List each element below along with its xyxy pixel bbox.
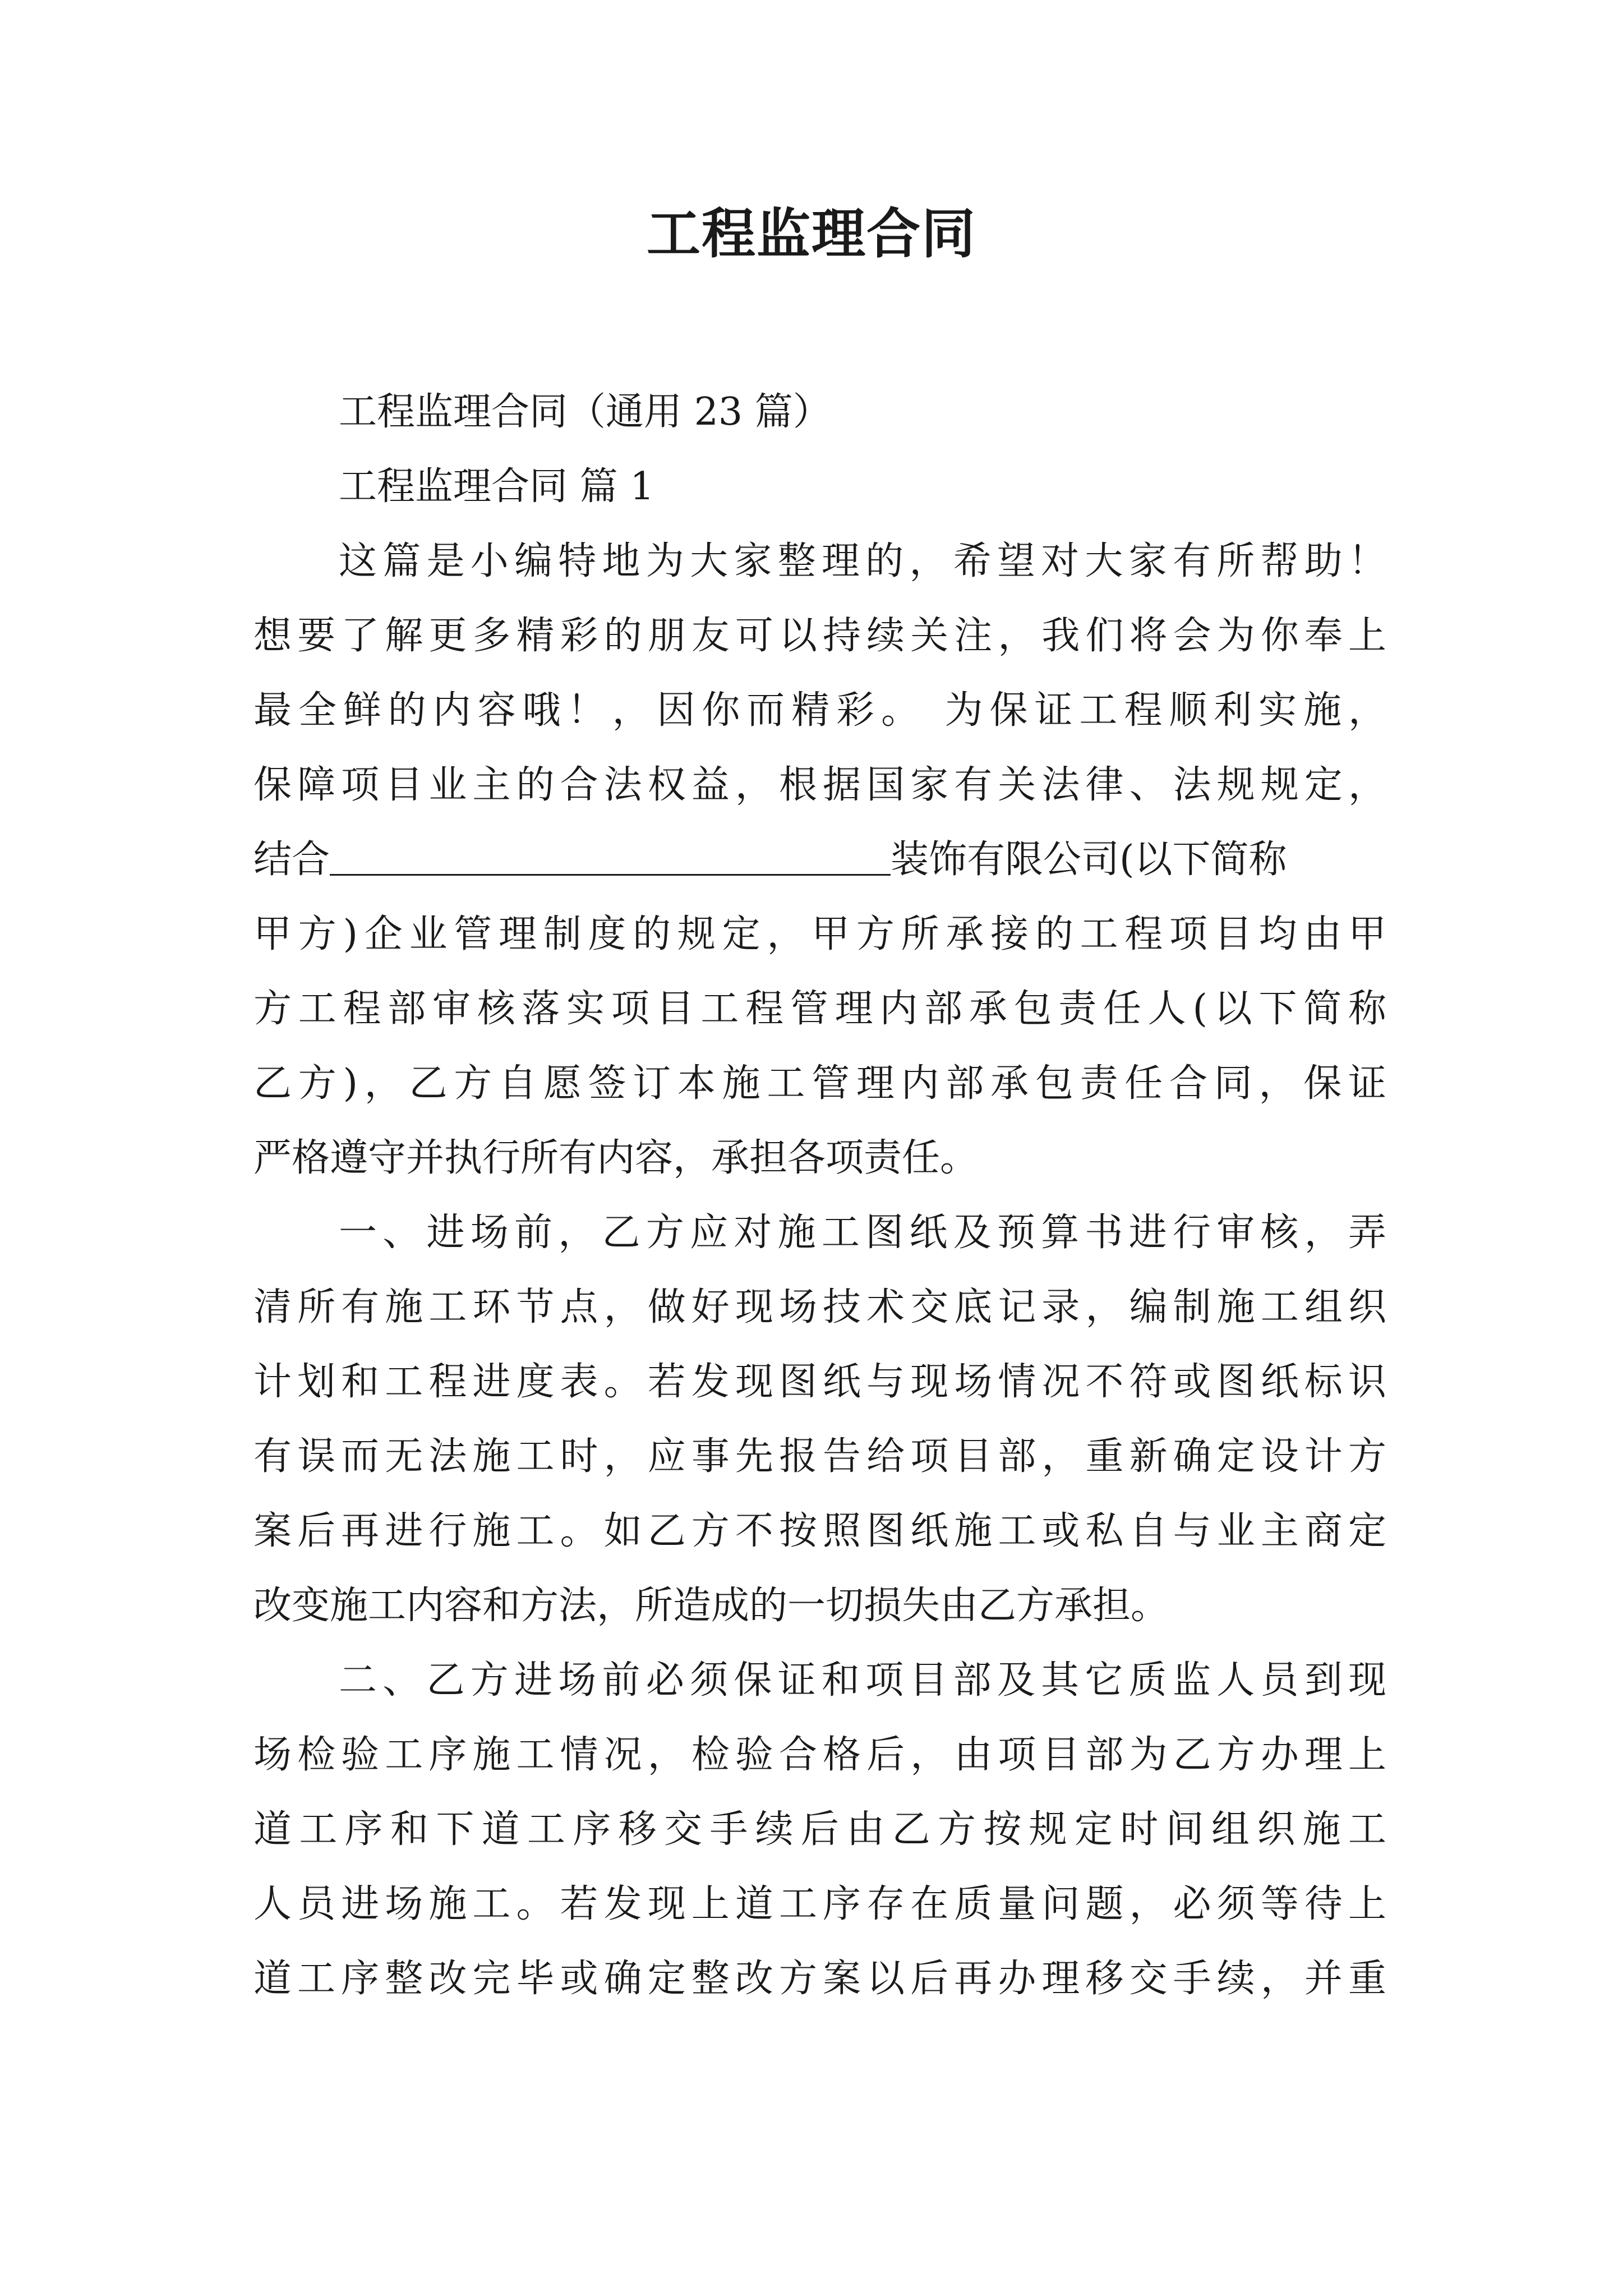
document-title: 工程监理合同 bbox=[647, 202, 976, 265]
document-body bbox=[253, 375, 1386, 2016]
paragraph-line: 方工程部审核落实项目工程管理内部承包责任人(以下简称 bbox=[253, 987, 1386, 1031]
clause-one-line: 有误而无法施工时，应事先报告给项目部，重新确定设计方 bbox=[253, 1434, 1386, 1479]
paragraph-line: 严格遵守并执行所有内容，承担各项责任。 bbox=[253, 1136, 979, 1180]
clause-two-line: 道工序和下道工序移交手续后由乙方按规定时间组织施工 bbox=[253, 1807, 1386, 1852]
fill-in-line bbox=[253, 822, 1386, 897]
clause-two-line: 场检验工序施工情况，检验合格后，由项目部为乙方办理上 bbox=[253, 1733, 1386, 1777]
fill-in-blank bbox=[330, 834, 891, 876]
paragraph-line: 甲方)企业管理制度的规定，甲方所承接的工程项目均由甲 bbox=[253, 912, 1386, 956]
paragraph-line: 想要了解更多精彩的朋友可以持续关注，我们将会为你奉上 bbox=[253, 614, 1386, 658]
document-subtitle: 工程监理合同（通用 23 篇） bbox=[339, 390, 831, 434]
paragraph-line: 最全鲜的内容哦！，因你而精彩。 为保证工程顺利实施， bbox=[253, 688, 1386, 733]
clause-one-line: 一、进场前，乙方应对施工图纸及预算书进行审核，弄 bbox=[339, 1211, 1386, 1255]
clause-one-line: 计划和工程进度表。若发现图纸与现场情况不符或图纸标识 bbox=[253, 1360, 1386, 1404]
paragraph-line: 这篇是小编特地为大家整理的，希望对大家有所帮助！ bbox=[339, 539, 1386, 583]
clause-one-line: 清所有施工环节点，做好现场技术交底记录，编制施工组织 bbox=[253, 1285, 1386, 1329]
clause-two-line: 二、乙方进场前必须保证和项目部及其它质监人员到现 bbox=[339, 1658, 1386, 1703]
section-heading: 工程监理合同 篇 1 bbox=[339, 464, 654, 509]
clause-two-line: 人员进场施工。若发现上道工序存在质量问题，必须等待上 bbox=[253, 1882, 1386, 1926]
clause-two-line: 道工序整改完毕或确定整改方案以后再办理移交手续，并重 bbox=[253, 1957, 1386, 2001]
fill-in-prefix: 结合 bbox=[253, 838, 330, 882]
fill-in-suffix: 装饰有限公司(以下简称 bbox=[891, 838, 1287, 882]
paragraph-line: 保障项目业主的合法权益，根据国家有关法律、法规规定， bbox=[253, 763, 1386, 807]
paragraph-line: 乙方)，乙方自愿签订本施工管理内部承包责任合同，保证 bbox=[253, 1061, 1386, 1106]
clause-one-line: 改变施工内容和方法，所造成的一切损失由乙方承担。 bbox=[253, 1584, 1169, 1628]
clause-one-line: 案后再进行施工。如乙方不按照图纸施工或私自与业主商定 bbox=[253, 1509, 1386, 1553]
